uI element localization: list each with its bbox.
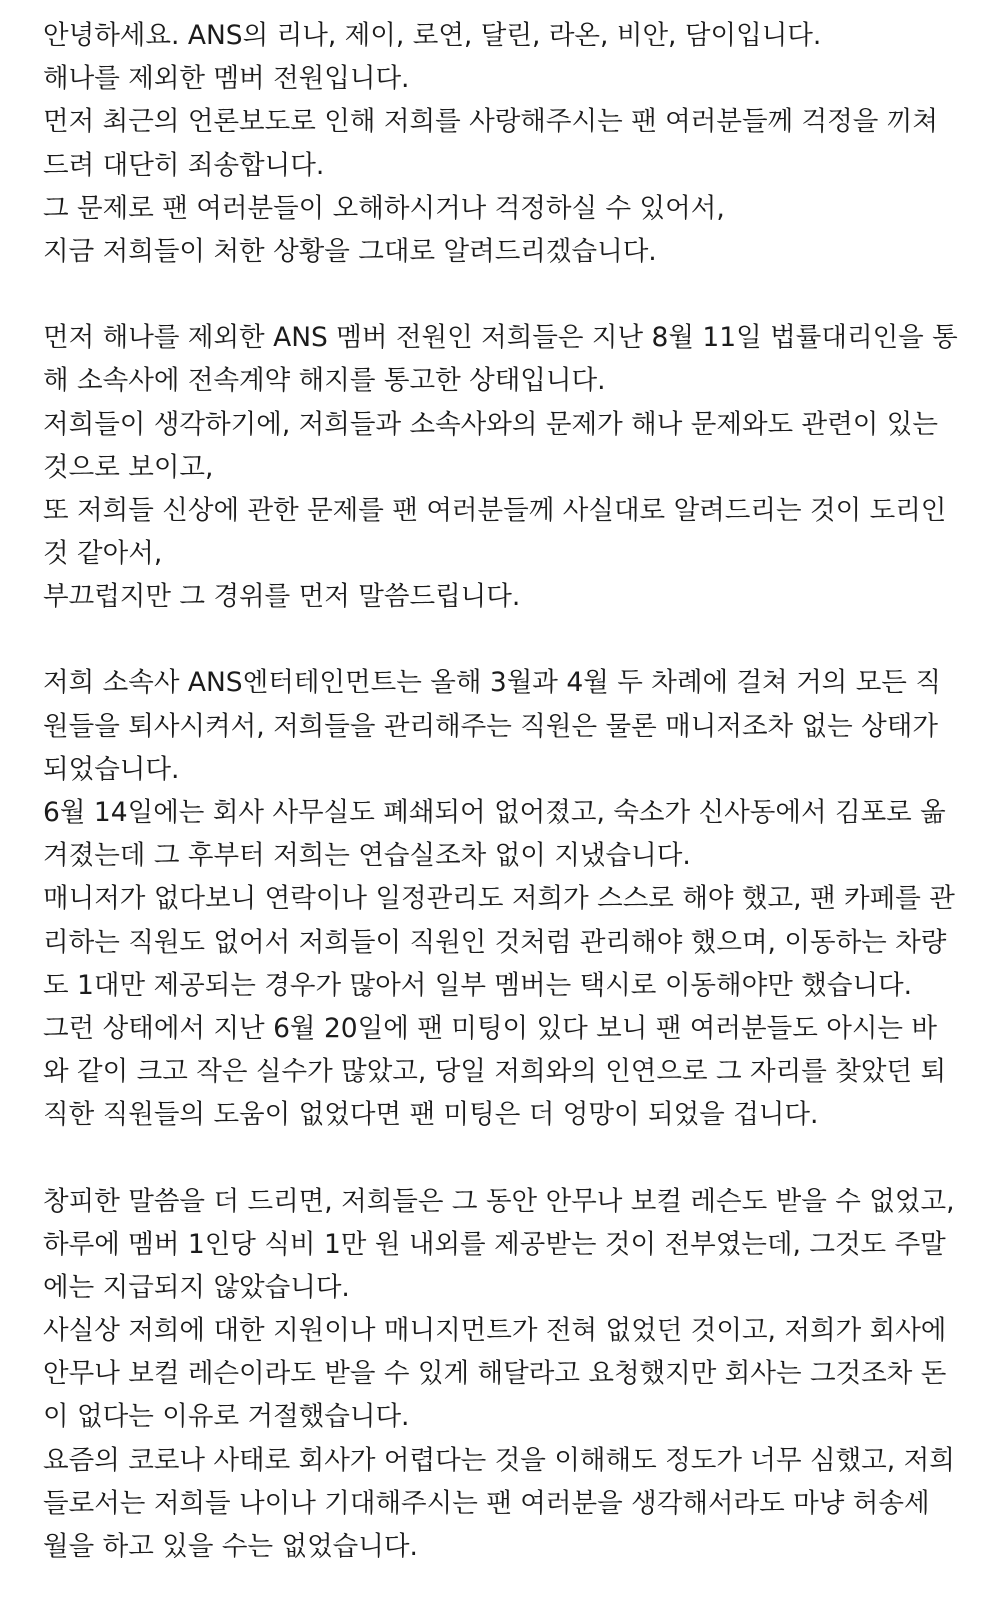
paragraph-agency-situation [43,661,973,1136]
text-line: 겨졌는데 그 후부터 저희는 연습실조차 없이 지냈습니다. [43,840,691,872]
text-line: 6월 14일에는 회사 사무실도 폐쇄되어 없어졌고, 숙소가 신사동에서 김포로 옮 [43,797,946,828]
text-line: 부끄럽지만 그 경위를 먼저 말씀드립니다. [43,581,521,613]
text-line: 것으로 보이고, [43,451,214,483]
text-line: 것 같아서, [43,538,163,570]
text-line: 요즘의 코로나 사태로 회사가 어렵다는 것을 이해해도 정도가 너무 심했고, 저희 [43,1444,955,1476]
text-line: 저희 소속사 ANS엔터테인먼트는 올해 3월과 4월 두 차례에 걸쳐 거의 모든 직 [43,667,941,699]
text-line: 리하는 직원도 없어서 저희들이 직원인 것처럼 관리해야 했으며, 이동하는 차량 [43,926,947,958]
text-line: 직한 직원들의 도움이 없었다면 팬 미팅은 더 엉망이 되었을 겁니다. [43,1099,819,1131]
text-line: 먼저 최근의 언론보도로 인해 저희를 사랑해주시는 팬 여러분들께 걱정을 끼쳐 [43,106,938,138]
text-line: 원들을 퇴사시켜서, 저희들을 관리해주는 직원은 물론 매니저조차 없는 상태가 [43,710,938,742]
text-line: 해 소속사에 전속계약 해지를 통고한 상태입니다. [43,365,606,397]
statement-document [43,14,973,1568]
paragraph-contract-termination [43,316,973,618]
text-line: 하루에 멤버 1인당 식비 1만 원 내외를 제공받는 것이 전부였는데, 그것도 주말 [43,1228,946,1260]
text-line: 또 저희들 신상에 관한 문제를 팬 여러분들께 사실대로 알려드리는 것이 도리인 [43,494,947,526]
text-line: 에는 지급되지 않았습니다. [43,1271,350,1303]
text-line: 매니저가 없다보니 연락이나 일정관리도 저희가 스스로 해야 했고, 팬 카페를 관 [43,883,955,915]
text-line: 먼저 해나를 제외한 ANS 멤버 전원인 저희들은 지난 8월 11일 법률대리인을 통 [43,322,958,354]
text-line: 창피한 말씀을 더 드리면, 저희들은 그 동안 안무나 보컬 레슨도 받을 수 없었고, [43,1185,955,1217]
text-line: 그런 상태에서 지난 6월 20일에 팬 미팅이 있다 보니 팬 여러분들도 아시는 바 [43,1012,938,1044]
text-line: 안녕하세요. ANS의 리나, 제이, 로연, 달린, 라온, 비안, 담이입니다. [43,20,822,51]
text-line: 도 1대만 제공되는 경우가 많아서 일부 멤버는 택시로 이동해야만 했습니다. [43,969,913,1001]
text-line: 와 같이 크고 작은 실수가 많았고, 당일 저희와의 인연으로 그 자리를 찾았던 퇴 [43,1056,947,1088]
text-line: 드려 대단히 죄송합니다. [43,149,325,181]
text-line: 월을 하고 있을 수는 없었습니다. [43,1531,418,1562]
paragraph-lack-of-support [43,1180,973,1569]
text-line: 지금 저희들이 처한 상황을 그대로 알려드리겠습니다. [43,235,657,267]
text-line: 되었습니다. [43,753,180,785]
text-line: 이 없다는 이유로 거절했습니다. [43,1401,410,1433]
text-line: 안무나 보컬 레슨이라도 받을 수 있게 해달라고 요청했지만 회사는 그것조차 돈 [43,1358,947,1390]
text-line: 해나를 제외한 멤버 전원입니다. [43,63,410,95]
text-line: 저희들이 생각하기에, 저희들과 소속사와의 문제가 해나 문제와도 관련이 있는 [43,408,938,440]
paragraph-greeting [43,14,973,273]
text-line: 그 문제로 팬 여러분들이 오해하시거나 걱정하실 수 있어서, [43,192,725,224]
text-line: 사실상 저희에 대한 지원이나 매니지먼트가 전혀 없었던 것이고, 저희가 회사에 [43,1315,947,1347]
text-line: 들로서는 저희들 나이나 기대해주시는 팬 여러분을 생각해서라도 마냥 허송세 [43,1487,930,1519]
